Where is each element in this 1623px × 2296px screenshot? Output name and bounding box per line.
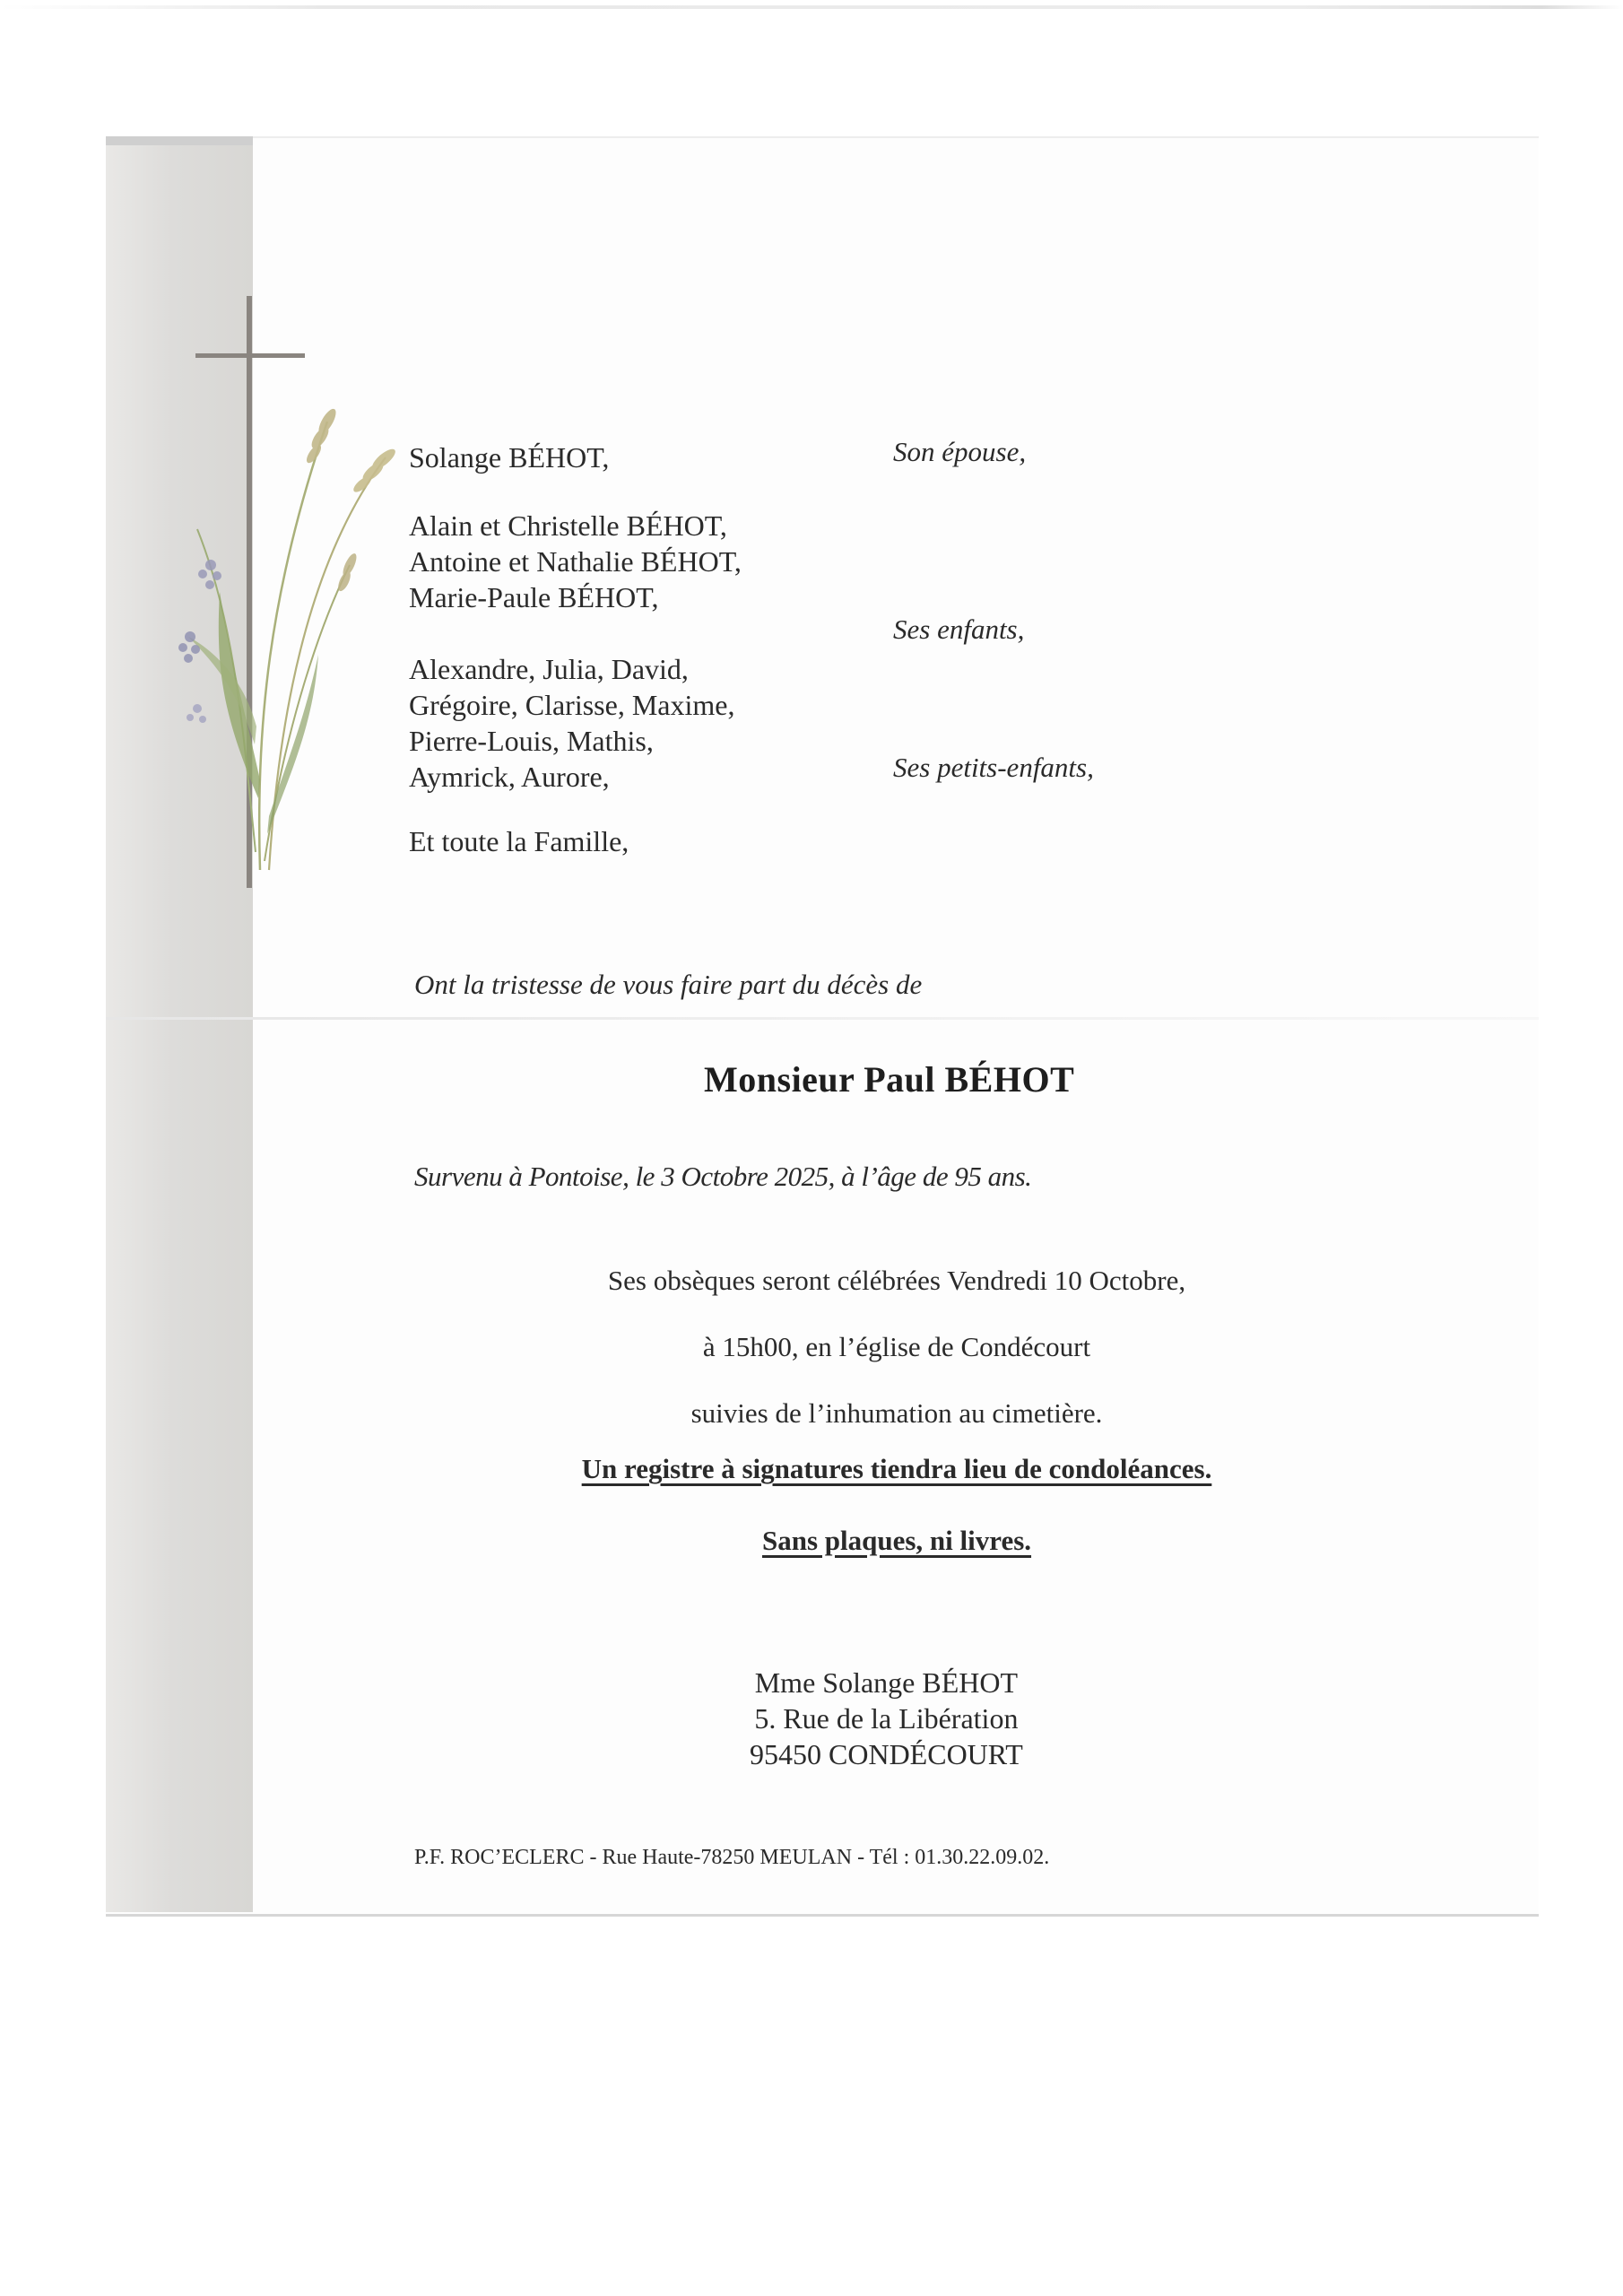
- death-details: Survenu à Pontoise, le 3 Octobre 2025, à l’âge de 95 ans.: [414, 1161, 1032, 1192]
- announcement-text: Ont la tristesse de vous faire part du décès de: [414, 969, 923, 1000]
- scan-edge: [0, 5, 1623, 9]
- no-flowers-notice: Sans plaques, ni livres.: [761, 1525, 1032, 1556]
- funeral-details: [502, 1265, 1291, 1464]
- wheat-ear: [352, 446, 399, 494]
- child-line: Antoine et Nathalie BÉHOT,: [409, 545, 742, 578]
- grandchild-line: Aymrick, Aurore,: [409, 761, 610, 793]
- spouse-relation: Son épouse,: [893, 436, 1027, 467]
- grandchild-line: Alexandre, Julia, David,: [409, 653, 689, 685]
- funeral-home-footer: P.F. ROC’ECLERC - Rue Haute-78250 MEULAN - Tél : 01.30.22.09.02.: [414, 1846, 1050, 1869]
- cross-wheat-illustration: [170, 296, 404, 906]
- deceased-name: Monsieur Paul BÉHOT: [704, 1059, 1075, 1100]
- flower-cluster: [178, 631, 200, 663]
- address-line: 95450 CONDÉCOURT: [750, 1738, 1023, 1770]
- funeral-line: à 15h00, en l’église de Condécourt: [702, 1331, 1091, 1362]
- wheat-ear: [304, 406, 339, 465]
- cross-horizontal: [195, 353, 305, 358]
- grandchild-line: Grégoire, Clarisse, Maxime,: [409, 689, 735, 721]
- address-line: 5. Rue de la Libération: [754, 1702, 1019, 1735]
- spouse-name: Solange BÉHOT,: [409, 441, 610, 474]
- band-top-shadow: [106, 136, 253, 145]
- funeral-line: Ses obsèques seront célébrées Vendredi 10 Octobre,: [607, 1265, 1186, 1296]
- notices: [502, 1453, 1291, 1557]
- condolence-notice: Un registre à signatures tiendra lieu de condoléances.: [581, 1453, 1212, 1484]
- grandchildren-relation: Ses petits-enfants,: [893, 752, 1094, 783]
- flower-cluster: [198, 560, 221, 589]
- wheat-stem: [269, 457, 386, 870]
- contact-address: [750, 1665, 1023, 1772]
- funeral-line: suivies de l’inhumation au cimetière.: [690, 1397, 1103, 1429]
- grandchild-line: Pierre-Louis, Mathis,: [409, 725, 654, 757]
- children-list: [409, 508, 742, 615]
- children-relation: Ses enfants,: [893, 613, 1025, 645]
- child-line: Alain et Christelle BÉHOT,: [409, 509, 727, 542]
- child-line: Marie-Paule BÉHOT,: [409, 581, 659, 613]
- flower-cluster: [187, 704, 206, 723]
- cross-vertical: [247, 296, 252, 888]
- family-line: Et toute la Famille,: [409, 825, 629, 857]
- fold-line: [106, 1017, 1539, 1020]
- address-line: Mme Solange BÉHOT: [754, 1666, 1019, 1699]
- wheat-ear: [335, 552, 359, 593]
- grandchildren-list: [409, 651, 734, 795]
